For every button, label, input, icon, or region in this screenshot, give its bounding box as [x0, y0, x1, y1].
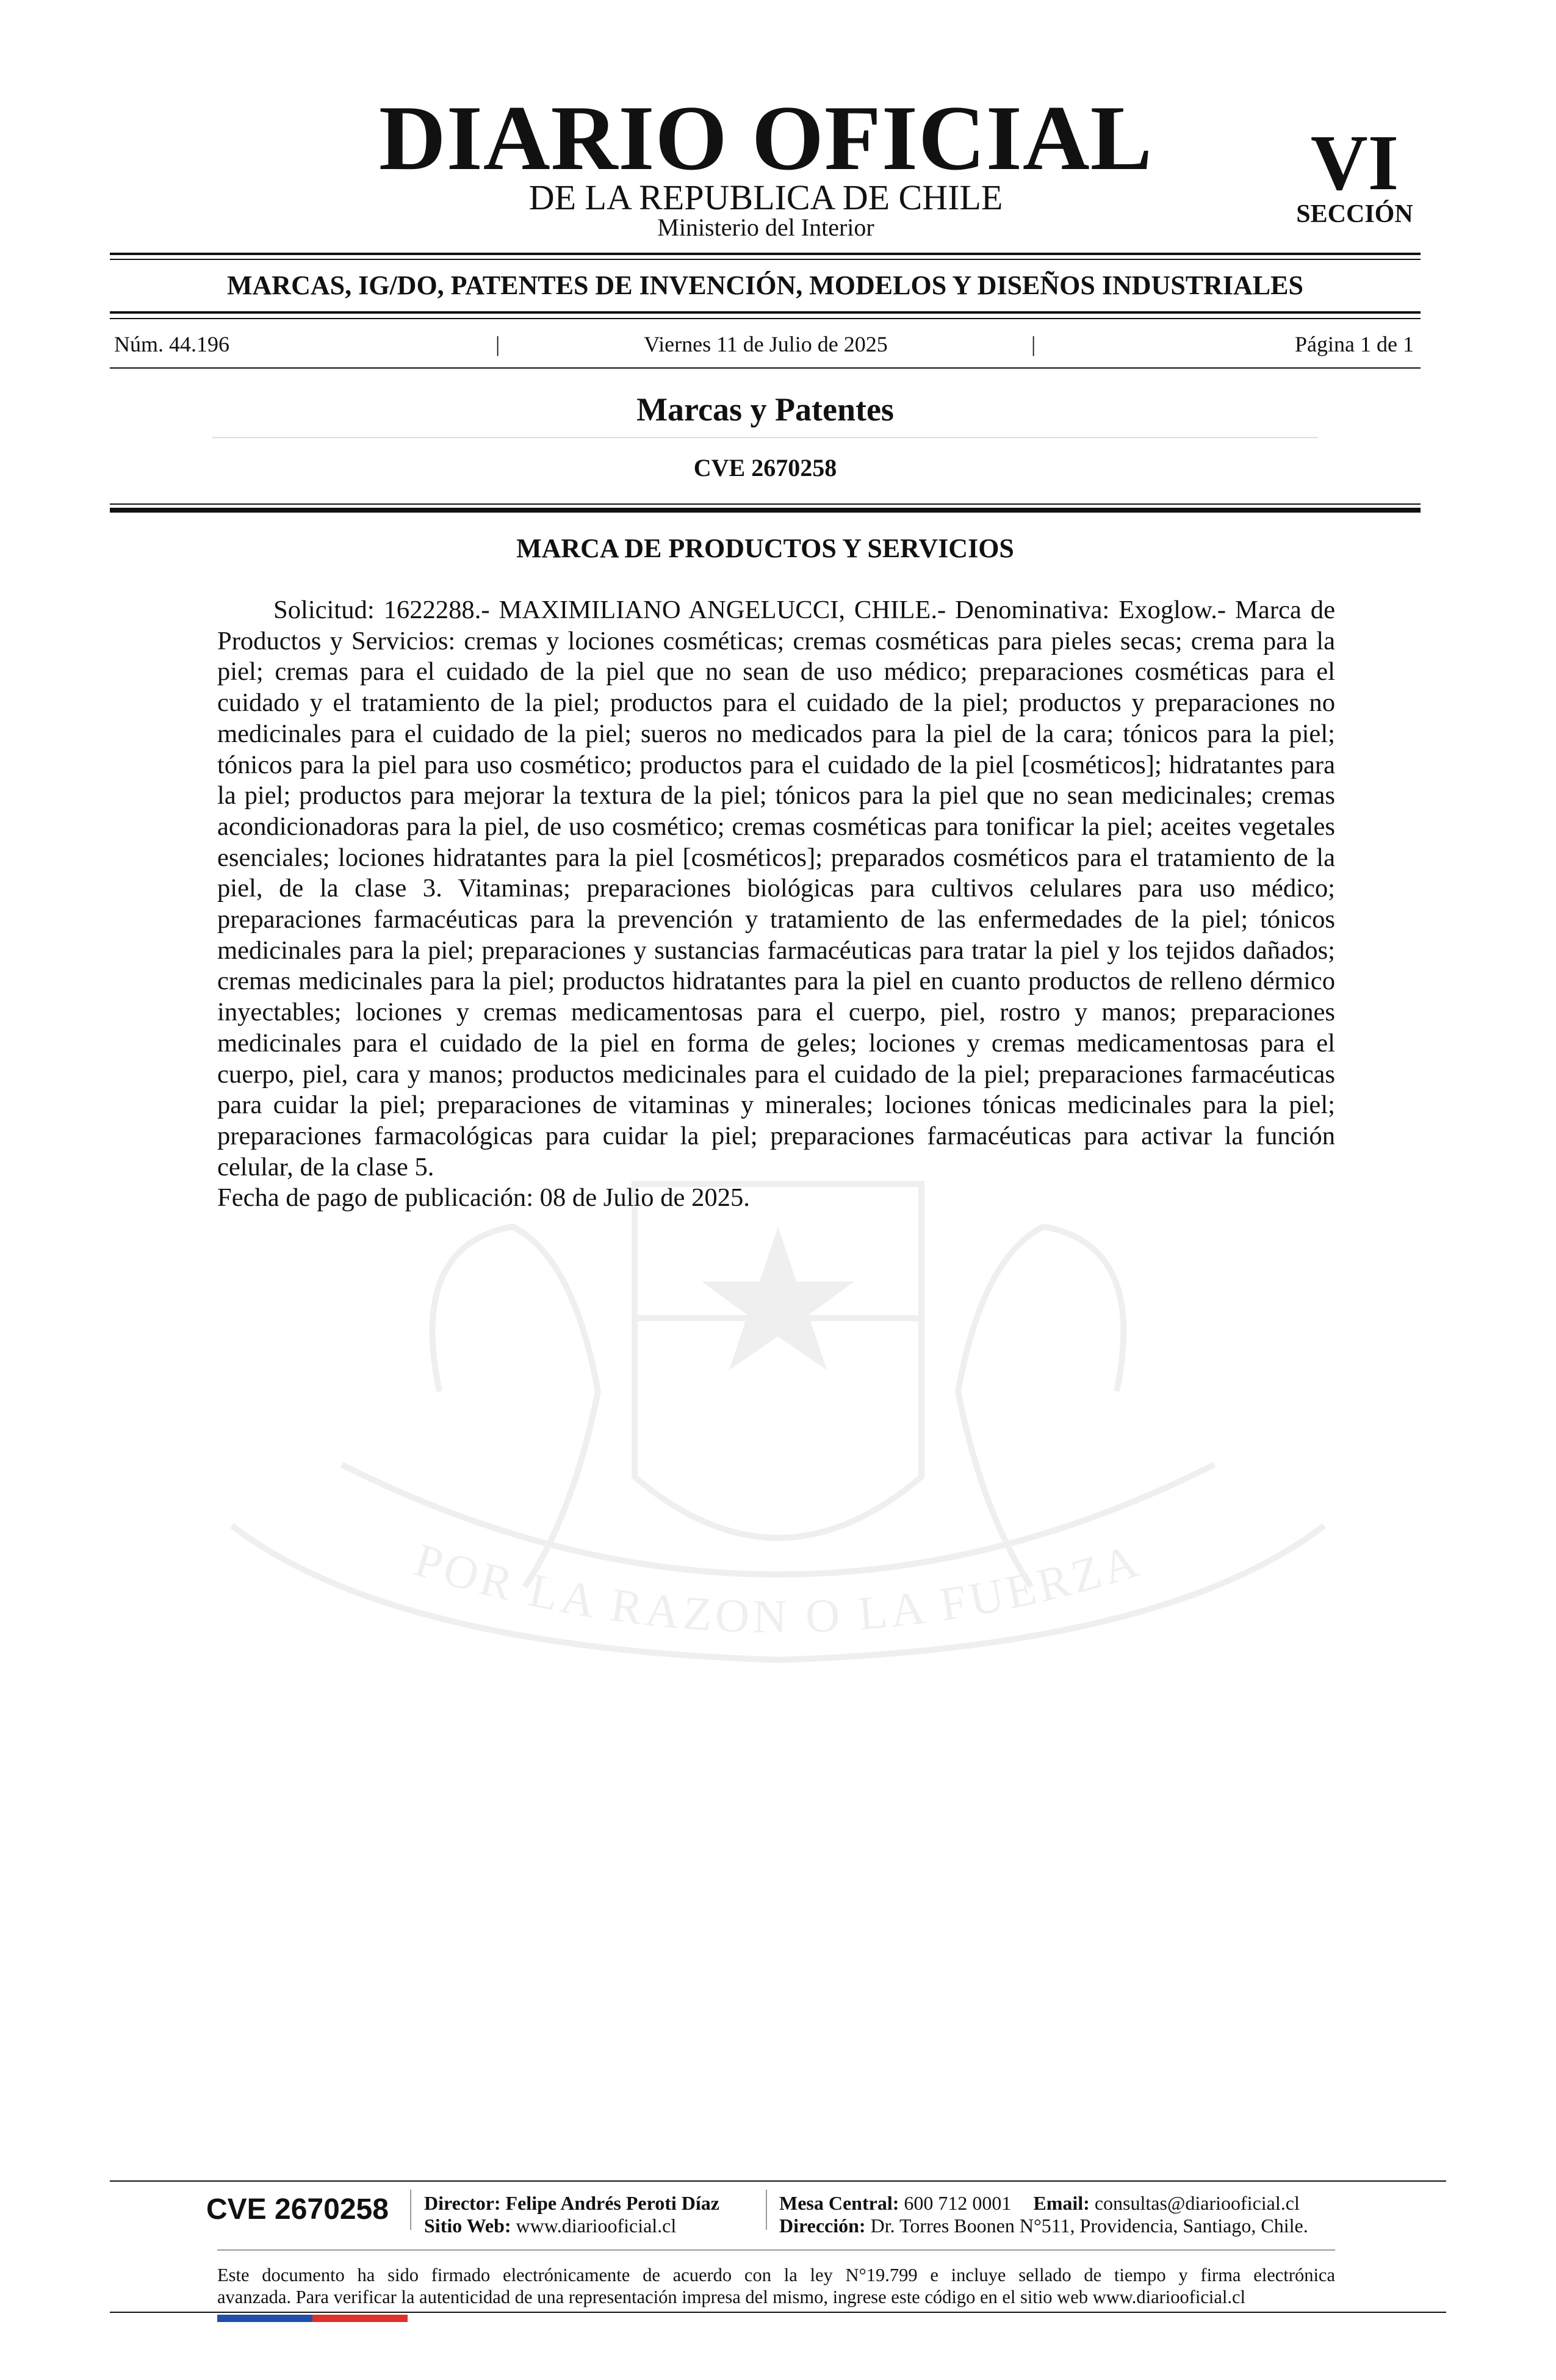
footer-cve-code: CVE 2670258	[206, 2193, 389, 2226]
website-link[interactable]: www.diariooficial.cl	[516, 2215, 677, 2237]
header-rule-bottom	[110, 259, 1421, 260]
category-rule-top	[110, 311, 1421, 314]
meta-separator: |	[1031, 332, 1036, 356]
article-paragraph: Solicitud: 1622288.- MAXIMILIANO ANGELUCCI, CHILE.- Denominativa: Exoglow.- Marca de Productos y Servicios: cremas y lociones cosméticas; cremas cosméticas para pieles secas; crema para la piel; cremas para el cuidado de la piel que no sean de uso médico; preparaciones cosméticas para el cuidado y el tratamiento de la piel; productos para el cuidado de la piel; productos y preparaciones no medicinales para el cuidado de la piel; sueros no medicados para la piel de la cara; tónicos para la piel; tónicos para la piel para uso cosmético; productos para el cuidado de la piel [cosméticos]; hidratantes para la piel; productos para mejorar la textura de la piel; tónicos para la piel que no sean medicinales; cremas acondicionadoras para la piel, de uso cosmético; cremas cosméticas para tonificar la piel; aceites vegetales esenciales; lociones hidratantes para la piel [cosméticos]; preparados cosméticos para el tratamiento de la piel, de la clase 3. Vitaminas; preparaciones biológicas para cultivos celulares para uso médico; preparaciones farmacéuticas para la prevención y tratamiento de las enfermedades de la piel; tónicos medicinales para la piel; preparaciones y sustancias farmacéuticas para tratar la piel y los tejidos dañados; cremas medicinales para la piel; productos hidratantes para la piel en cuanto productos de relleno dérmico inyectables; lociones y cremas medicamentosas para el cuerpo, piel, rostro y manos; preparaciones medicinales para el cuidado de la piel en forma de geles; lociones y cremas medicamentosas para el cuerpo, piel, cara y manos; productos medicinales para el cuidado de la piel; preparaciones farmacéuticas para cuidar la piel; preparaciones de vitaminas y minerales; lociones tónicas medicinales para la piel; preparaciones farmacológicas para cuidar la piel; preparaciones farmacéuticas para activar la función celular, de la clase 5.	[217, 596, 1335, 1181]
article-title: MARCA DE PRODUCTOS Y SERVICIOS	[516, 533, 1014, 563]
issue-number: Núm. 44.196	[114, 332, 229, 356]
cve-rule-top	[110, 503, 1421, 505]
masthead-title: DIARIO OFICIAL	[378, 87, 1153, 189]
address-text: Dr. Torres Boonen N°511, Providencia, Santiago, Chile.	[870, 2215, 1308, 2237]
cve-code: CVE 2670258	[693, 454, 837, 481]
star-icon	[702, 1227, 854, 1370]
footer-rule-top	[110, 2180, 1446, 2182]
footer-website	[424, 2216, 676, 2235]
section-number: VI	[1310, 119, 1399, 207]
email-label: Email:	[1033, 2192, 1090, 2214]
phone-label: Mesa Central:	[779, 2192, 899, 2214]
flag-stripe-red	[312, 2315, 408, 2322]
page-number: Página 1 de 1	[1295, 332, 1414, 356]
meta-rule	[110, 367, 1421, 369]
section-title: Marcas y Patentes	[636, 391, 894, 428]
phone-number: 600 712 0001	[904, 2192, 1012, 2214]
article-body	[217, 595, 1335, 1214]
footer-contact	[779, 2193, 1300, 2213]
address-label: Dirección:	[779, 2215, 866, 2237]
footer-rule-middle	[217, 2249, 1335, 2251]
category-rule-bottom	[110, 318, 1421, 319]
director-name: Felipe Andrés Peroti Díaz	[505, 2192, 719, 2214]
legal-line: avanzada. Para verificar la autenticidad de una representación impresa del mismo, ingrese este código en el sitio web www.diariooficial.cl	[217, 2287, 1246, 2307]
header-rule-top	[110, 253, 1421, 255]
section-title-underline	[212, 437, 1318, 438]
coat-of-arms-watermark	[207, 1135, 1349, 1745]
publication-category: MARCAS, IG/DO, PATENTES DE INVENCIÓN, MODELOS Y DISEÑOS INDUSTRIALES	[227, 270, 1303, 300]
flag-stripe-blue	[217, 2315, 312, 2322]
website-label: Sitio Web:	[424, 2215, 511, 2237]
masthead-subtitle: DE LA REPUBLICA DE CHILE	[528, 178, 1003, 217]
footer-address	[779, 2216, 1308, 2235]
email-link[interactable]: consultas@diariooficial.cl	[1094, 2192, 1300, 2214]
footer-director	[424, 2193, 719, 2213]
issue-date: Viernes 11 de Julio de 2025	[644, 332, 888, 356]
legal-notice	[217, 2264, 1335, 2308]
footer-rule-bottom	[110, 2312, 1446, 2313]
director-label: Director:	[424, 2192, 501, 2214]
national-motto: POR LA RAZON O LA FUERZA	[408, 1532, 1148, 1643]
legal-line: Este documento ha sido firmado electrónicamente de acuerdo con la ley N°19.799 e incluye sellado de tiempo y firma electrónica	[217, 2265, 1335, 2285]
footer-divider	[766, 2190, 767, 2230]
ministry-label: Ministerio del Interior	[657, 214, 874, 241]
svg-text:POR LA RAZON O LA FUERZA	[409, 1533, 1148, 1643]
meta-separator: |	[495, 332, 500, 356]
footer-divider	[410, 2190, 411, 2230]
cve-rule-bottom	[110, 508, 1421, 513]
section-label: SECCIÓN	[1296, 200, 1413, 228]
payment-date: Fecha de pago de publicación: 08 de Julio de 2025.	[217, 1183, 750, 1213]
